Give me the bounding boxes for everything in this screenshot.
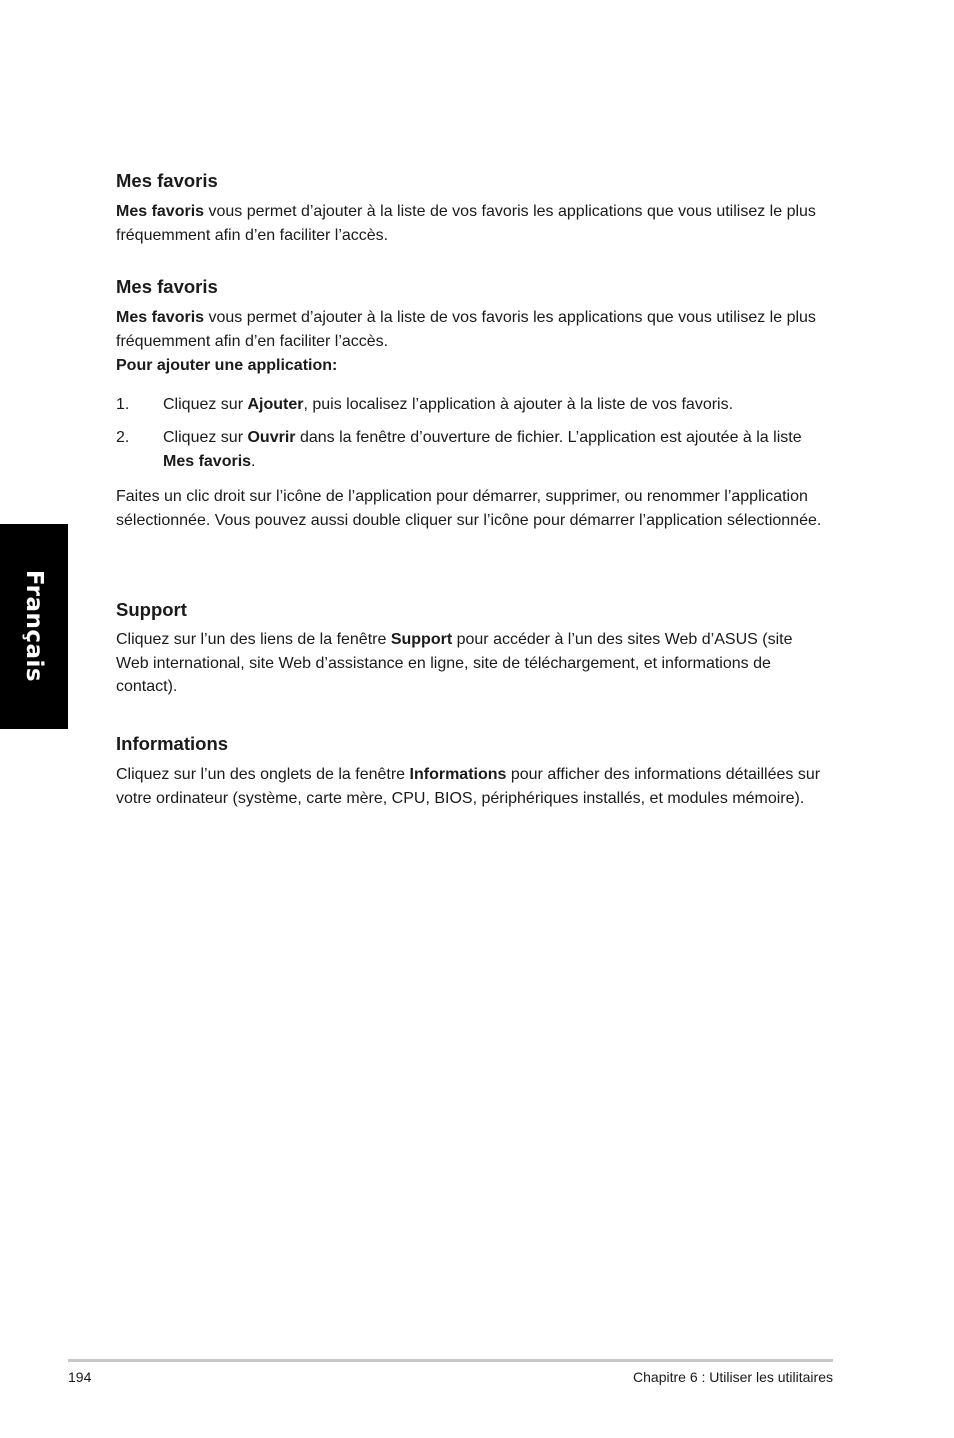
footer-divider <box>68 1359 833 1362</box>
chapter-title: Chapitre 6 : Utiliser les utilitaires <box>633 1369 833 1385</box>
section-heading-support: Support <box>116 599 187 620</box>
bold-term: Mes favoris <box>163 452 252 470</box>
bold-term: Informations <box>409 766 507 783</box>
language-tab-label: Français <box>21 569 47 683</box>
bold-term: Ouvrir <box>247 429 296 446</box>
step-text: Cliquez sur Ajouter, puis localisez l’application à ajouter à la liste de vos favoris. <box>163 396 734 413</box>
bold-term: Ajouter <box>247 396 304 413</box>
procedure-subheading: Pour ajouter une application: <box>116 357 338 374</box>
section-heading-informations: Informations <box>116 733 229 754</box>
section-paragraph-support: Cliquez sur l’un des liens de la fenêtre Support pour accéder à l’un des sites Web d’ASUS (site Web international, site Web d’assistance en ligne, site de téléchargement, et informations de contact). <box>116 631 793 695</box>
paragraph-text: vous permet d’ajouter à la liste de vos favoris les applications que vous utilisez le plus fréquemment afin d’en faciliter l’accès. <box>116 309 816 350</box>
language-side-tab <box>0 524 68 729</box>
bold-term: Mes favoris <box>116 203 205 220</box>
paragraph-text: vous permet d’ajouter à la liste de vos favoris les applications que vous utilisez le plus fréquemment afin d’en faciliter l’accès. <box>116 203 816 244</box>
section-paragraph-mes-favoris-1 <box>116 200 828 247</box>
section-heading-mes-favoris-2: Mes favoris <box>116 276 218 297</box>
page-number: 194 <box>68 1369 92 1385</box>
right-click-note: Faites un clic droit sur l’icône de l’application pour démarrer, supprimer, ou renommer l’application sélectionnée. Vous pouvez aussi double cliquer sur l’icône pour démarrer l’application sélectionnée. <box>116 488 822 529</box>
step-number: 2. <box>116 429 130 446</box>
section-paragraph-informations: Cliquez sur l’un des onglets de la fenêtre Informations pour afficher des informations détaillées sur votre ordinateur (système, carte mère, CPU, BIOS, périphériques installés, et modules mémoire). <box>116 766 821 807</box>
section-paragraph-mes-favoris-2 <box>116 306 828 353</box>
step-number: 1. <box>116 396 130 413</box>
step-text: Cliquez sur Ouvrir dans la fenêtre d’ouverture de fichier. L’application est ajoutée à la liste Mes favoris. <box>163 429 802 470</box>
bold-term: Support <box>390 631 453 648</box>
section-heading-mes-favoris-1: Mes favoris <box>116 170 218 191</box>
bold-term: Mes favoris <box>116 309 205 326</box>
